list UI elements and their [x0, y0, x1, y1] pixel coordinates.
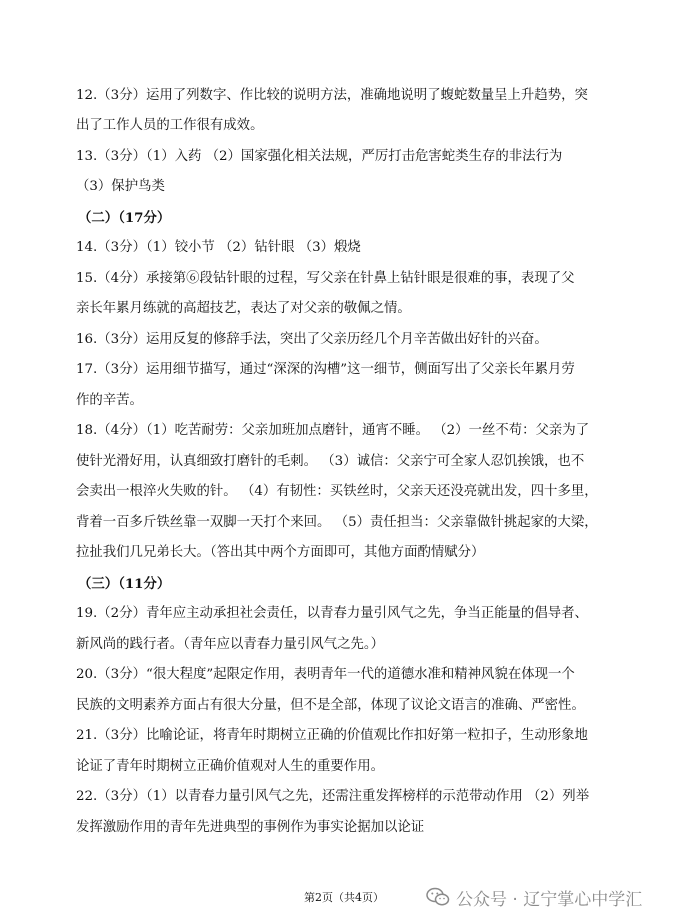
answer-17-line-1: 17.（3分）运用细节描写，通过“深深的沟槽”这一细节，侧面写出了父亲长年累月劳: [76, 362, 575, 377]
answer-18-line-4: 背着一百多斤铁丝靠一双脚一天打个来回。 （5）责任担当：父亲靠做针挑起家的大梁，: [76, 515, 598, 530]
answer-15-line-2: 亲长年累月练就的高超技艺，表达了对父亲的敬佩之情。: [76, 301, 411, 316]
section-3-heading: （三）（11分）: [78, 576, 171, 592]
answer-20-line-2: 民族的文明素养方面占有很大分量，但不是全部，体现了议论文语言的准确、严密性。: [76, 698, 585, 713]
answer-22-line-1: 22.（3分）（1）以青春力量引风气之先，还需注重发挥榜样的示范带动作用 （2）列举: [76, 789, 590, 804]
answer-19-line-2: 新风尚的践行者。（青年应以青春力量引风气之先。）: [76, 637, 384, 652]
watermark-text: 公众号 · 辽宁掌心中学汇: [456, 889, 643, 910]
wechat-watermark: [426, 882, 642, 912]
answer-17-line-2: 作的辛苦。: [76, 393, 143, 408]
answer-21-line-2: 论证了青年时期树立正确价值观对人生的重要作用。: [76, 759, 384, 774]
answer-21-line-1: 21.（3分）比喻论证，将青年时期树立正确的价值观比作扣好第一粒扣子，生动形象地: [76, 728, 588, 743]
answer-22-line-2: 发挥激励作用的青年先进典型的事例作为事实论据加以论证: [76, 820, 425, 835]
section-2-heading: （二）（17分）: [78, 210, 171, 226]
answer-18-line-2: 使针光滑好用，认真细致打磨针的毛刺。 （3）诚信：父亲宁可全家人忍饥挨饿，也不: [76, 454, 585, 469]
answer-18-line-3: 会卖出一根淬火失败的针。 （4）有韧性：买铁丝时，父亲天还没亮就出发，四十多里，: [76, 484, 598, 499]
answer-18-line-1: 18.（4分）（1）吃苦耐劳：父亲加班加点磨针，通宵不睡。 （2）一丝不苟：父亲为了: [76, 423, 590, 438]
answer-12-line-2: 出了工作人员的工作很有成效。: [76, 118, 264, 133]
wechat-icon: [426, 887, 450, 907]
answer-13-line-2: （3）保护鸟类: [76, 179, 165, 194]
answer-13-line-1: 13.（3分）（1）入药 （2）国家强化相关法规，严厉打击危害蛇类生存的非法行为: [76, 149, 563, 164]
page-number-footer: 第2页（共4页）: [304, 891, 384, 904]
answer-18-line-5: 拉扯我们几兄弟长大。（答出其中两个方面即可，其他方面酌情赋分）: [76, 545, 485, 560]
answer-14: 14.（3分）（1）铰小节 （2）钻针眼 （3）煅烧: [76, 240, 361, 255]
answer-20-line-1: 20.（3分）“很大程度”起限定作用，表明青年一代的道德水准和精神风貌在体现一个: [76, 667, 575, 682]
answer-16: 16.（3分）运用反复的修辞手法，突出了父亲历经几个月辛苦做出好针的兴奋。: [76, 332, 548, 347]
answer-19-line-1: 19.（2分）青年应主动承担社会责任，以青春力量引风气之先，争当正能量的倡导者、: [76, 606, 588, 621]
answer-15-line-1: 15.（4分）承接第⑥段钻针眼的过程，写父亲在针鼻上钻针眼是很难的事，表现了父: [76, 271, 575, 286]
answer-12-line-1: 12.（3分）运用了列数字、作比较的说明方法，准确地说明了蝮蛇数量呈上升趋势，突: [76, 88, 588, 103]
